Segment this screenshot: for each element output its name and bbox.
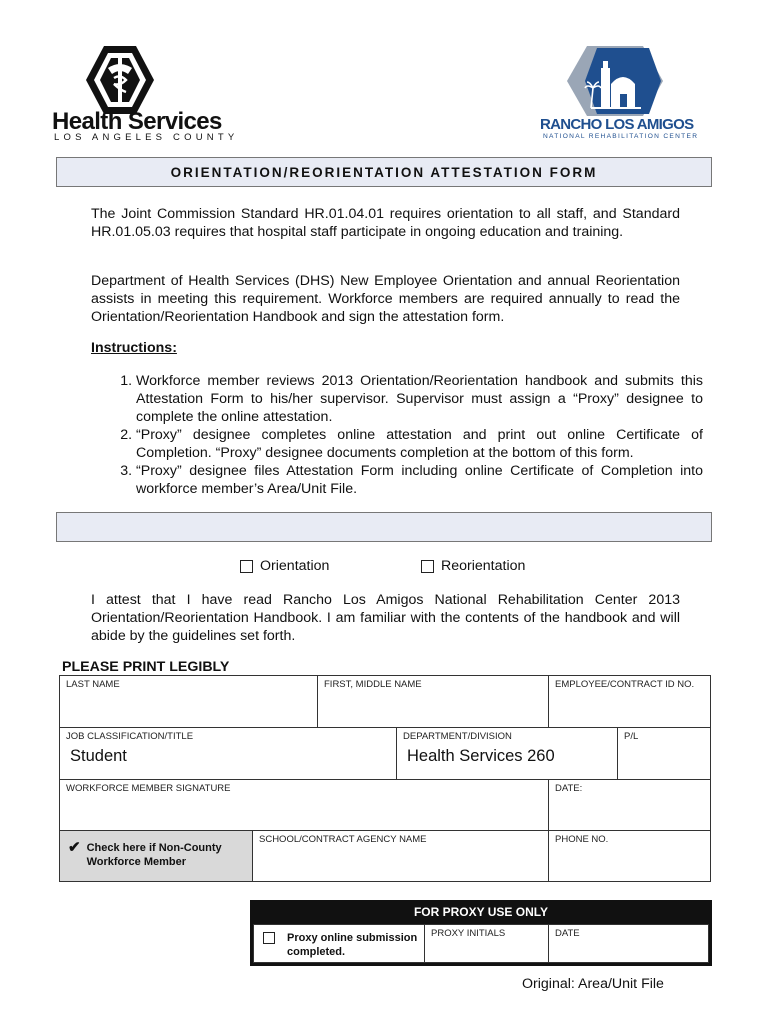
school-agency-label: SCHOOL/CONTRACT AGENCY NAME — [259, 834, 427, 845]
instructions-heading: Instructions: — [91, 340, 177, 356]
job-title-label: JOB CLASSIFICATION/TITLE — [66, 731, 194, 742]
dhs-logo-name: Health Services — [52, 108, 222, 135]
phone-label: PHONE NO. — [555, 834, 609, 845]
department-value: Health Services 260 — [407, 747, 555, 765]
non-county-label-line2: Workforce Member — [86, 856, 187, 868]
pl-field[interactable] — [617, 727, 711, 780]
proxy-submission-cell[interactable] — [253, 924, 425, 963]
health-services-logo-icon — [84, 44, 156, 116]
reorientation-option[interactable] — [421, 558, 525, 574]
pl-label: P/L — [624, 731, 639, 742]
signature-field[interactable] — [59, 779, 549, 831]
dhs-logo-county: LOS ANGELES COUNTY — [54, 132, 239, 143]
proxy-date-field[interactable] — [548, 924, 709, 963]
job-title-field[interactable] — [59, 727, 397, 780]
first-middle-name-field[interactable] — [317, 675, 549, 728]
reorientation-label: Reorientation — [441, 558, 526, 574]
first-middle-name-label: FIRST, MIDDLE NAME — [324, 679, 422, 690]
attestation-paragraph: I attest that I have read Rancho Los Amigos National Rehabilitation Center 2013 Orientation/Reorientation Handbook. I am familiar with the contents of the handbook and will abide by the guidelines set forth. — [91, 592, 680, 644]
employee-id-label: EMPLOYEE/CONTRACT ID NO. — [555, 679, 695, 690]
phone-field[interactable] — [548, 830, 711, 882]
department-label: DEPARTMENT/DIVISION — [403, 731, 512, 742]
signature-label: WORKFORCE MEMBER SIGNATURE — [66, 783, 231, 794]
non-county-checkbox-cell[interactable] — [59, 830, 253, 882]
instructions-list — [113, 372, 703, 498]
dhs-paragraph: Department of Health Services (DHS) New Employee Orientation and annual Reorientation assists in meeting this requirement. Workforce members are required annually to read the Orientation/Reorientation Handbook and sign the attestation form. — [91, 273, 680, 325]
job-title-value: Student — [70, 747, 127, 765]
proxy-date-label: DATE — [555, 928, 580, 939]
reorientation-checkbox[interactable] — [421, 560, 434, 573]
intro-paragraph: The Joint Commission Standard HR.01.04.01 requires orientation to all staff, and Standard HR.01.05.03 requires that hospital staff participate in ongoing education and training. — [91, 206, 680, 240]
form-title: ORIENTATION/REORIENTATION ATTESTATION FORM — [56, 157, 712, 187]
orientation-checkbox[interactable] — [240, 560, 253, 573]
employee-id-field[interactable] — [548, 675, 711, 728]
school-agency-field[interactable] — [252, 830, 549, 882]
proxy-title: FOR PROXY USE ONLY — [413, 905, 549, 919]
signature-date-label: DATE: — [555, 783, 583, 794]
non-county-label-line1: Check here if Non-County — [86, 842, 222, 854]
rla-logo-name: RANCHO LOS AMIGOS — [540, 116, 694, 133]
rancho-los-amigos-logo-icon — [565, 44, 665, 118]
orientation-label: Orientation — [260, 558, 330, 574]
proxy-submission-checkbox[interactable] — [263, 932, 275, 944]
proxy-initials-field[interactable] — [424, 924, 549, 963]
instruction-step: 1. Workforce member reviews 2013 Orientation/Reorientation handbook and submits this Attestation Form to his/her supervisor. Supervisor must assign a “Proxy” designee to complete the online attestation. — [136, 372, 703, 426]
proxy-submission-line2: completed. — [287, 946, 346, 958]
department-field[interactable] — [396, 727, 618, 780]
original-file-note: Original: Area/Unit File — [522, 976, 664, 992]
instruction-step: 3. “Proxy” designee files Attestation Form including online Certificate of Completion into workforce member’s Area/Unit File. — [136, 462, 703, 498]
proxy-submission-line1: Proxy online submission — [287, 932, 418, 944]
shaded-divider-bar — [56, 512, 712, 542]
proxy-initials-label: PROXY INITIALS — [431, 928, 506, 939]
last-name-field[interactable] — [59, 675, 318, 728]
signature-date-field[interactable] — [548, 779, 711, 831]
orientation-option[interactable] — [240, 558, 329, 574]
last-name-label: LAST NAME — [66, 679, 120, 690]
print-legibly-heading: PLEASE PRINT LEGIBLY — [62, 659, 230, 675]
instruction-step: 2. “Proxy” designee completes online attestation and print out online Certificate of Completion. “Proxy” designee documents completion at the bottom of this form. — [136, 426, 703, 462]
rla-logo-subtitle: NATIONAL REHABILITATION CENTER — [543, 133, 699, 140]
checked-box-icon[interactable]: ✔ — [68, 839, 81, 856]
